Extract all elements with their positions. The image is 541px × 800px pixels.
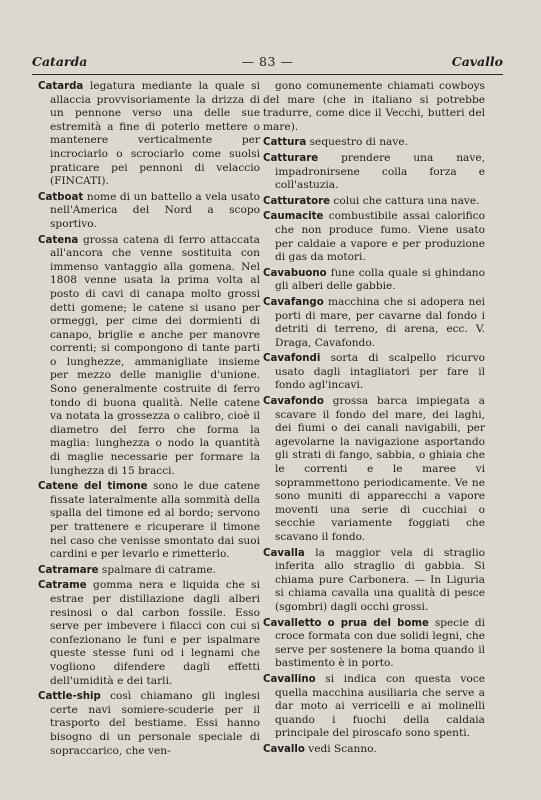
entry-definition: si indica con questa voce quella macchina ausiliaria che serve a dar moto ai verricelli e ai molinelli quando i fuochi della caldaia principale del piroscafo sono spenti. <box>275 672 485 740</box>
left-column <box>38 80 260 760</box>
entry-definition: la maggior vela di straglio inferita allo straglio di gabbia. Si chiama pure Carbonera. — In Liguria si chiama cavalla una qualità di pesce (sgombri) dagli occhi grossi. <box>275 546 485 613</box>
entry-term: Catramare <box>38 564 99 576</box>
dictionary-entry <box>263 136 485 150</box>
entry-definition: sono le due catene fissate lateralmente alla sommità della spalla del timone ed al bordo; servono per trattenere e ricuperare il timone nel caso che venisse smontato dai suoi cardini e per levarlo e rimetterlo. <box>50 480 260 561</box>
entry-term: Catboat <box>38 191 84 203</box>
entry-definition: nome di un battello a vela usato nell'America del Nord a scopo sportivo. <box>50 190 260 230</box>
entry-term: Cattle-ship <box>38 691 101 703</box>
entry-term: Cavafondo <box>263 396 324 408</box>
entry-term: Catrame <box>38 580 87 592</box>
entry-definition: prendere una nave, impadronirsene colla forza e coll'astuzia. <box>275 151 485 192</box>
entry-term: Catene del timone <box>38 481 148 493</box>
entry-definition: grossa catena di ferro attaccata all'ancora che venne sostituita con immenso vantaggio alla gomena. Nel 1808 venne usata la prima volta al posto di cavi di canapa molto grossi detti gomene; le catene si usano per ormeggi, per cime dei dormienti di canapo, briglie e anche per manovre correnti; si compongono di tante parti o lunghezze, ammanigliate insieme per mezzo delle maniglie d'unione. Sono generalmente costruite di ferro tondo di buona qualità. Nelle catene va notata la grossezza o calibro, cioè il diametro del ferro che forma la maglia: lunghezza o nodo la quantità di maglie necessarie per formare la lunghezza di 15 bracci. <box>50 233 260 477</box>
entry-term: Caumacite <box>263 211 324 223</box>
dictionary-entry <box>263 673 485 741</box>
dictionary-entry <box>263 296 485 350</box>
header-last-entry: Cavallo <box>451 54 503 69</box>
entry-definition: legatura mediante la quale si allaccia provvisoriamente la drizza di un pennone verso una delle sue estremità a fine di poterlo mettere o mantenere verticalmente per incrociarlo o scrociarlo come suolsi praticare pei pennoni di velaccio (FINCATI). <box>50 80 260 188</box>
entry-term: Cavalletto o prua del bome <box>263 617 429 629</box>
dictionary-entry <box>38 564 260 578</box>
entry-definition: macchina che si adopera nei porti di mare, per cavarne dal fondo i detriti di terreno, di arena, ecc. V. Draga, Cavafondo. <box>275 295 485 349</box>
entry-term: Cavalla <box>263 547 305 559</box>
dictionary-entry <box>263 547 485 615</box>
dictionary-entry <box>263 395 485 545</box>
entry-term: Cattura <box>263 137 307 149</box>
entry-term: Cavallino <box>263 673 316 685</box>
entry-definition: gomma nera e liquida che si estrae per distillazione dagli alberi resinosi o dal carbon fossile. Esso serve per imbevere i filacci con cui si confezionano le funi e per ispalmare queste stesse funi od i legnami che vogliono difendere dagli effetti dell'umidità e dei tarli. <box>50 579 260 687</box>
dictionary-entry <box>263 152 485 193</box>
entry-definition: gono comunemente chiamati cowboys del mare (che in italiano si potrebbe tradurre, come dice il Vecchi, butteri del mare). <box>263 80 485 133</box>
entry-term: Catturare <box>263 152 319 164</box>
running-header <box>32 54 503 74</box>
entry-term: Catturatore <box>263 195 331 207</box>
entry-term: Cavafondi <box>263 353 321 365</box>
dictionary-entry <box>263 352 485 393</box>
entry-definition: fune colla quale si ghindano gli alberi delle gabbie. <box>275 266 485 293</box>
entry-term: Cavabuono <box>263 267 327 279</box>
entry-definition: così chiamano gli inglesi certe navi somiere-scuderie per il trasporto del bestiame. Essi hanno bisogno di un personale speciale di sopraccarico, che ven- <box>50 690 260 757</box>
dictionary-entry <box>38 191 260 232</box>
dictionary-entry <box>263 80 485 134</box>
entry-definition: sorta di scalpello ricurvo usato dagli intagliatori per fare il fondo agl'incavi. <box>275 352 485 392</box>
entry-definition: spalmare di catrame. <box>98 563 217 576</box>
entry-term: Cavafango <box>263 296 324 308</box>
entry-term: Cavallo <box>263 743 305 755</box>
dictionary-entry <box>263 617 485 671</box>
dictionary-entry <box>263 267 485 294</box>
dictionary-entry <box>263 210 485 264</box>
entry-term: Catena <box>38 234 79 246</box>
dictionary-entry <box>38 690 260 758</box>
dictionary-entry <box>263 195 485 209</box>
entry-definition: colui che cattura una nave. <box>330 194 480 207</box>
entry-definition: grossa barca impiegata a scavare il fondo del mare, dei laghi, dei fiumi o dei canali navigabili, per agevolarne la navigazione asportando gli strati di fango, sabbia, o ghiaia che le correnti e le maree vi soprammettono periodicamente. Ve ne sono muniti di apparecchi a vapore moventi una serie di cucchiai o secchie variamente foggiati che scavano il fondo. <box>275 395 485 543</box>
dictionary-entry <box>38 80 260 189</box>
header-first-entry: Catarda <box>32 54 88 69</box>
entry-definition: combustibile assai calorifico che non produce fumo. Viene usato per caldaie a vapore e per produzione di gas da motori. <box>275 210 485 264</box>
entry-term: Catarda <box>38 81 84 92</box>
entry-definition: sequestro di nave. <box>306 136 408 149</box>
header-rule <box>32 74 503 75</box>
dictionary-entry <box>38 480 260 562</box>
dictionary-entry <box>38 579 260 688</box>
entry-definition: specie di croce formata con due solidi legni, che serve per sostenere la boma quando il bastimento è in porto. <box>275 616 485 670</box>
page-number: — 83 — <box>241 54 294 69</box>
dictionary-entry <box>38 234 260 479</box>
dictionary-entry <box>263 743 485 757</box>
right-column <box>263 80 485 759</box>
entry-definition: vedi Scanno. <box>304 742 377 755</box>
